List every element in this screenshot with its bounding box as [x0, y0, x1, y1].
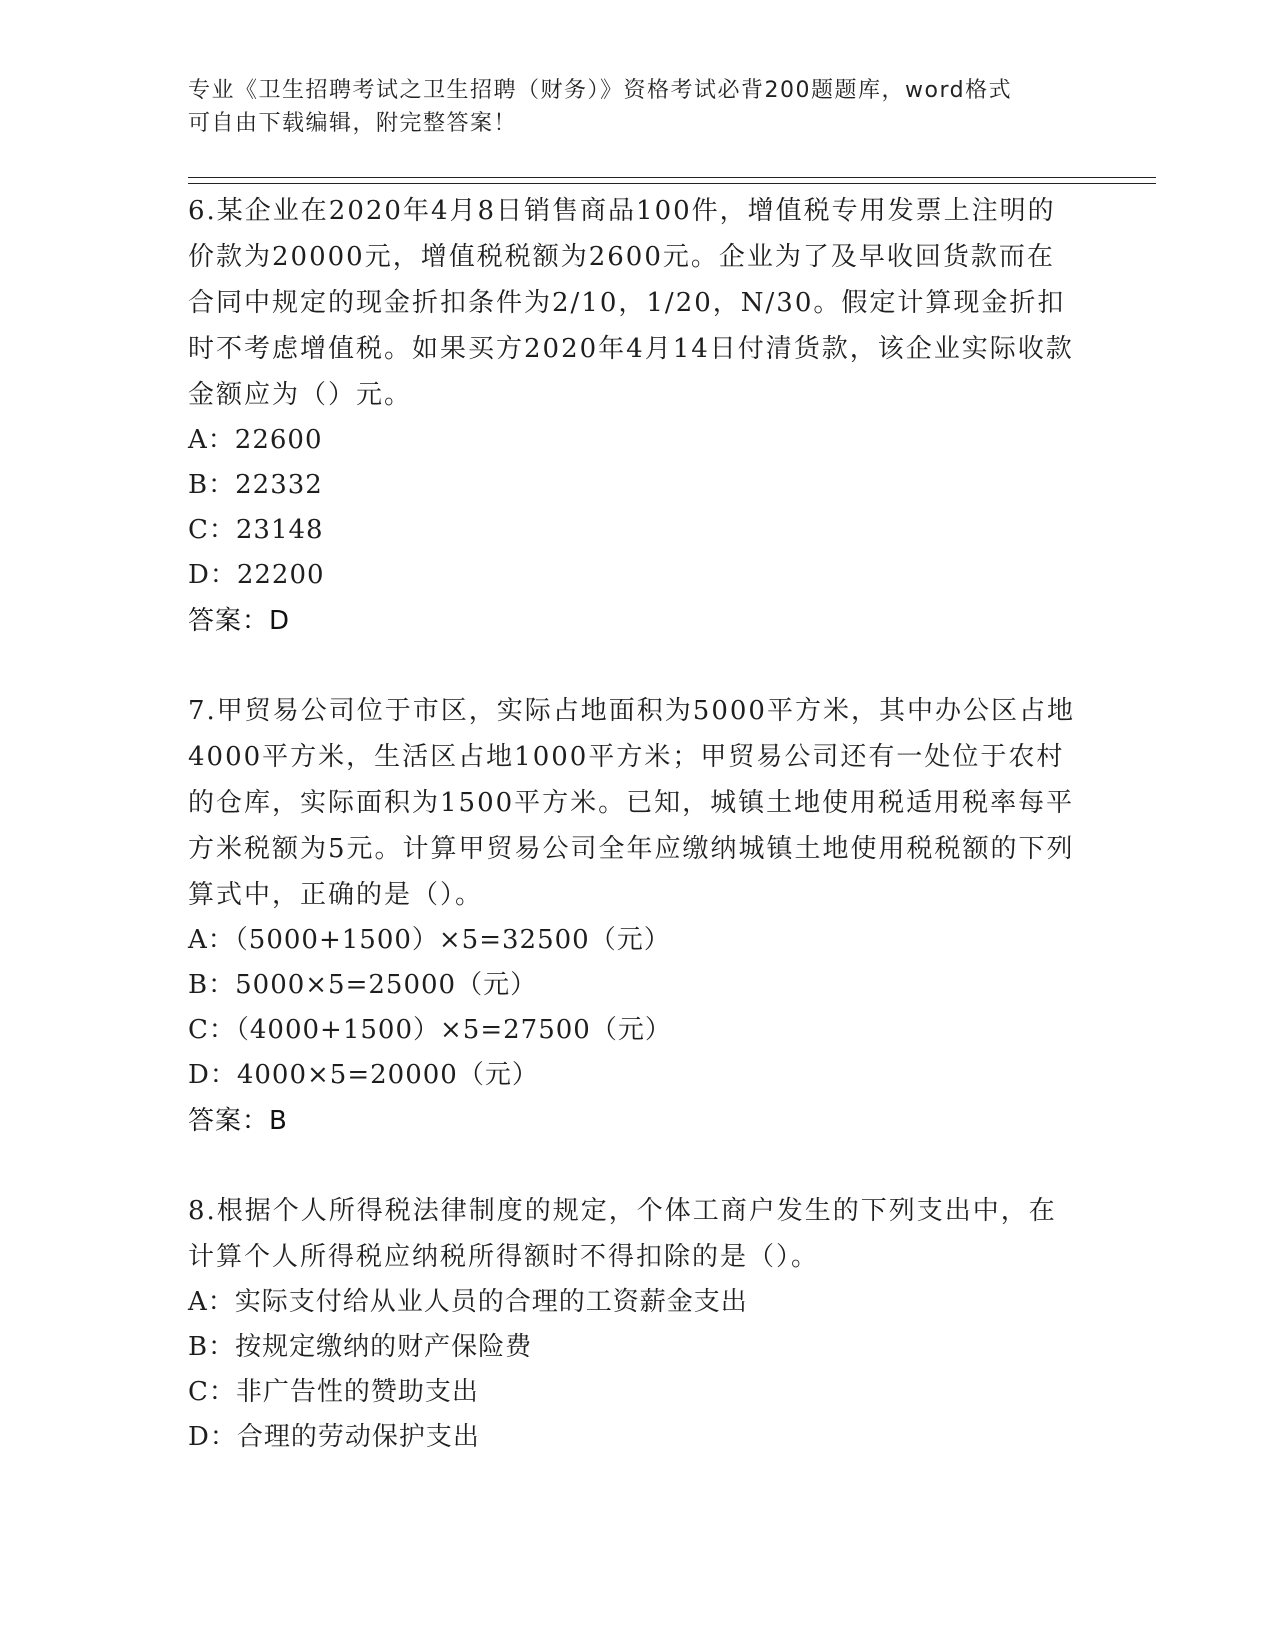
header-divider — [188, 177, 1156, 184]
option-d: D：4000×5=20000（元） — [188, 1060, 539, 1090]
option-b: B：5000×5=25000（元） — [188, 970, 538, 1000]
document-header — [188, 74, 1088, 140]
header-title-line-2: 可自由下载编辑，附完整答案！ — [188, 111, 518, 136]
question-7 — [188, 688, 1078, 1144]
question-stem: 8.根据个人所得税法律制度的规定，个体工商户发生的下列支出中，在计算个人所得税应纳税所得额时不得扣除的是（）。 — [188, 1196, 1057, 1272]
answer-label: 答案：B — [188, 1106, 288, 1136]
option-c: C：非广告性的赞助支出 — [188, 1377, 479, 1407]
option-a: A：22600 — [188, 425, 323, 455]
question-stem: 6.某企业在2020年4月8日销售商品100件，增值税专用发票上注明的价款为20000元，增值税税额为2600元。企业为了及早收回货款而在合同中规定的现金折扣条件为2/10，1/20，N/30。假定计算现金折扣时不考虑增值税。如果买方2020年4月14日付清货款，该企业实际收款金额应为（）元。 — [188, 196, 1074, 410]
option-c: C：（4000+1500）×5=27500（元） — [188, 1015, 672, 1045]
option-c: C：23148 — [188, 515, 324, 545]
question-8 — [188, 1188, 1078, 1460]
question-6 — [188, 188, 1078, 644]
header-title-line-1: 专业《卫生招聘考试之卫生招聘（财务）》资格考试必背200题题库，word格式 — [188, 78, 1013, 103]
option-a: A：（5000+1500）×5=32500（元） — [188, 925, 671, 955]
option-b: B：按规定缴纳的财产保险费 — [188, 1332, 533, 1362]
question-stem: 7.甲贸易公司位于市区，实际占地面积为5000平方米，其中办公区占地4000平方米，生活区占地1000平方米；甲贸易公司还有一处位于农村的仓库，实际面积为1500平方米。已知，城镇土地使用税适用税率每平方米税额为5元。计算甲贸易公司全年应缴纳城镇土地使用税税额的下列算式中，正确的是（）。 — [188, 696, 1075, 910]
answer-label: 答案：D — [188, 606, 291, 636]
option-d: D：22200 — [188, 560, 325, 590]
option-b: B：22332 — [188, 470, 323, 500]
option-a: A：实际支付给从业人员的合理的工资薪金支出 — [188, 1287, 748, 1317]
option-d: D：合理的劳动保护支出 — [188, 1422, 480, 1452]
